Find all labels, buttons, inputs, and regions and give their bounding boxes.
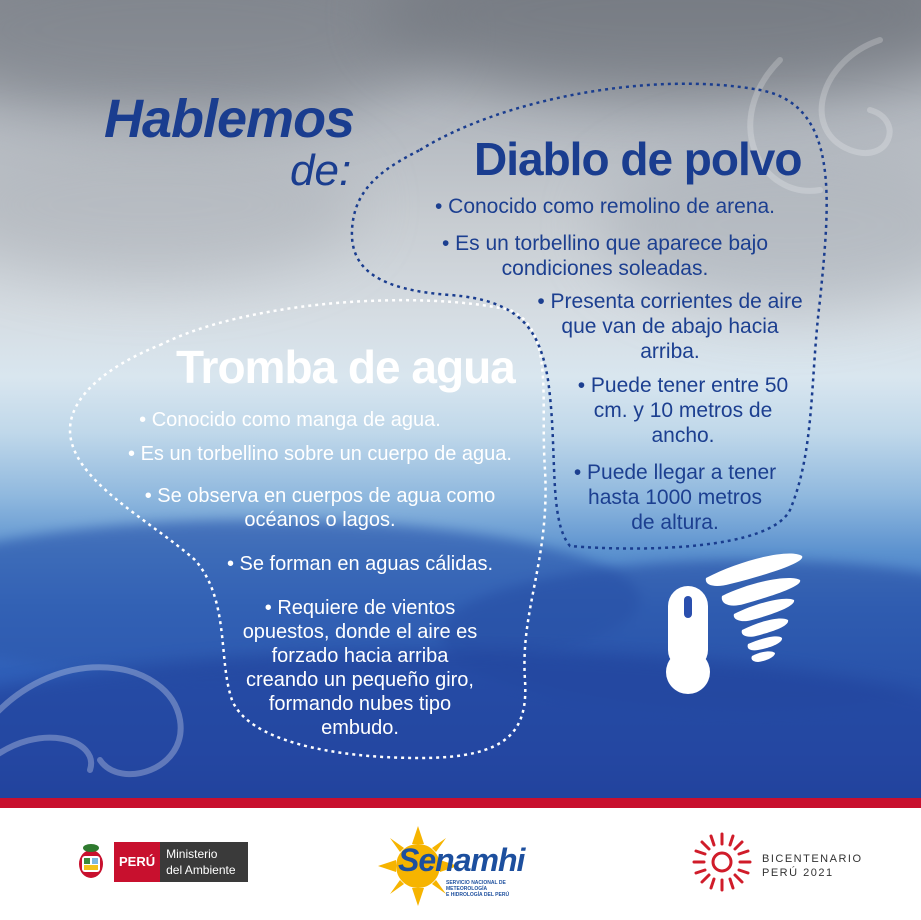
tromba-bullet: • Requiere de vientos opuestos, donde el aire es forzado hacia arriba creando un pequeño giro, formando nubes tipo embudo. (242, 597, 478, 739)
ministerio-badge: Ministerio del Ambiente (160, 842, 248, 882)
diablo-bullet: • Presenta corrientes de aire que van de abajo hacia arriba. (537, 290, 803, 363)
senamhi-wordmark: Senamhi (398, 842, 525, 878)
senamhi-subtitle: SERVICIO NACIONAL DE METEOROLOGÍA E HIDROLOGÍA DEL PERÚ (446, 880, 510, 898)
footer (0, 808, 921, 920)
heading-de: de: (290, 146, 352, 195)
thermometer-icon (666, 586, 710, 694)
tromba-bullet: • Se observa en cuerpos de agua como océanos o lagos. (144, 485, 496, 531)
diablo-bullet: • Es un torbellino que aparece bajo condiciones soleadas. (441, 232, 769, 280)
diablo-bullet: • Puede tener entre 50 cm. y 10 metros de ancho. (577, 374, 789, 447)
tromba-bullet: • Se forman en aguas cálidas. (226, 553, 494, 575)
peru-crest-icon (72, 842, 110, 882)
ministerio-logo (72, 842, 248, 882)
diablo-bullet: • Conocido como remolino de arena. (434, 195, 776, 218)
heading-hablemos: Hablemos (104, 89, 355, 149)
bicentenario-emblem-icon (690, 830, 754, 894)
tromba-bullet: • Conocido como manga de agua. (139, 409, 441, 431)
diablo-title: Diablo de polvo (474, 133, 802, 185)
bicentenario-logo (690, 830, 863, 896)
tornado-icon (706, 553, 803, 662)
diablo-bullet: • Puede llegar a tener hasta 1000 metros de altura. (573, 461, 777, 534)
swirl-decoration (0, 667, 181, 774)
peru-badge: PERÚ (114, 842, 160, 882)
bicentenario-text: BICENTENARIO PERÚ 2021 (762, 853, 863, 879)
footer-accent-line (0, 798, 921, 808)
tromba-bullet: • Es un torbellino sobre un cuerpo de agua. (128, 443, 512, 465)
senamhi-logo (378, 826, 548, 906)
tromba-title: Tromba de agua (176, 341, 515, 393)
